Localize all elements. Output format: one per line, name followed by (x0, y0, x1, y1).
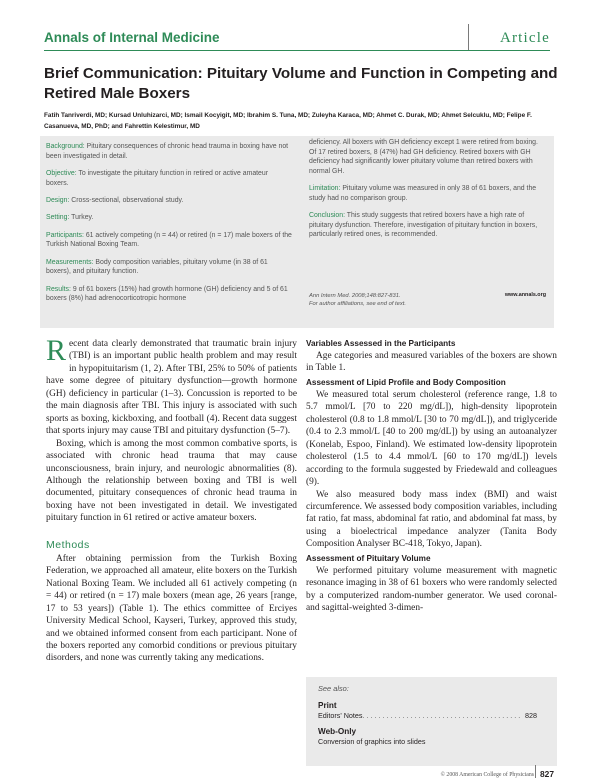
abstract-text: This study suggests that retired boxers have a high rate of pituitary dysfunction. Therefore, investigation of pituitary function in boxers, particularly retired ones, is recommended. (309, 212, 538, 239)
web-only-heading: Web-Only (318, 726, 357, 736)
abstract-label: Background: (46, 143, 85, 150)
abstract-limitation (309, 184, 545, 203)
abstract-text: Body composition variables, pituitary volume (in 38 of 61 boxers), and pituitary function. (46, 258, 268, 276)
abstract-text: Cross-sectional, observational study. (69, 196, 184, 204)
body-right-column (306, 338, 557, 615)
web-item-slides[interactable] (318, 737, 557, 748)
citation-block (309, 292, 406, 308)
intro-text: ecent data clearly demonstrated that traumatic brain injury (TBI) is an important public health problem and may result in hypopituitarism (1, 2). After TBI, 25% to 50% of patients have some degree of pituitary dysfunction—growth hormone (GH) deficiency in particular (1–3). Concussion is reported to be the main diagnosis after TBI. This injury is associated with such sports as boxing, kickboxing, and football (4). Recent data suggest that sports injury may cause TBI and pituitary dysfunction (5–7). (46, 339, 297, 437)
website-link[interactable]: www.annals.org (504, 292, 546, 298)
abstract-panel (40, 136, 554, 328)
page-number: 827 (540, 769, 554, 778)
abstract-label: Results: (46, 285, 71, 293)
abstract-text: To investigate the pituitary function in retired or active amateur boxers. (46, 169, 269, 187)
see-also-title: See also: (318, 684, 349, 693)
section-heading-pituitary: Assessment of Pituitary Volume (306, 553, 431, 563)
leader-dots: . . . . . . . . . . . . . . . . . . . . . . . . . . . . . . . . . . . . . . . . (362, 711, 521, 720)
abstract-text: Pituitary consequences of chronic head trauma in boxing have not been investigated in detail. (46, 143, 289, 160)
abstract-label: Measurements: (46, 258, 94, 266)
abstract-conclusion (309, 211, 545, 240)
intro-paragraph (46, 334, 297, 438)
abstract-label: Objective: (46, 169, 77, 177)
abstract-label: Participants: (46, 231, 84, 239)
abstract-label: Design: (46, 196, 70, 204)
print-item-page: 828 (525, 711, 537, 720)
drop-cap: R (46, 334, 67, 367)
abstract-results (46, 285, 292, 304)
abstract-text: 61 actively competing (n = 44) or retired (n = 17) male boxers of the Turkish National Boxing Team. (46, 231, 292, 249)
article-type: Article (499, 30, 550, 46)
journal-name: Annals of Internal Medicine (44, 30, 220, 45)
copyright-notice: © 2008 American College of Physicians (440, 772, 534, 778)
header-rule (44, 50, 550, 51)
affiliations-note: For author affiliations, see end of text. (309, 301, 406, 308)
abstract-text: Turkey. (69, 214, 94, 222)
abstract-label: Limitation: (309, 185, 341, 193)
abstract-setting (46, 213, 292, 223)
section-heading-lipid: Assessment of Lipid Profile and Body Composition (306, 377, 506, 387)
abstract-label: Conclusion: (309, 212, 346, 220)
see-also-box (306, 677, 557, 766)
abstract-left-column (46, 142, 292, 312)
header-divider (468, 24, 469, 50)
abstract-measurements (46, 258, 292, 277)
lipid-paragraph: We measured total serum cholesterol (reference range, 1.8 to 5.7 mmol/L [70 to 220 mg/dL]), high-density lipoprotein cholesterol (0.8 to 1.8 mmol/L [30 to 70 mg/dL]), and triglyceride (0.4 to 2.3 mmol/L [40 to 200 mg/dL]) by using an autoanalyzer (Konelab, Espoo, Finland). We estimated low-density lipoprotein cholesterol (1.5 to 4.4 mmol/L [60 to 170 mg/dL]) levels according to the formula suggested by Friedewald and colleagues (9). (306, 389, 557, 488)
print-item-label: Editors' Notes (318, 711, 363, 720)
print-heading: Print (318, 701, 337, 710)
author-list: Fatih Tanriverdi, MD; Kursad Unluhizarci, MD; Ismail Kocyigit, MD; Ibrahim S. Tuna, MD; Zuleyha Karaca, MD; Ahmet C. Durak, MD; Ahmet Selcuklu, MD; Felipe F. Casanueva, MD, PhD; and Fahrettin Kelestimur, MD (44, 112, 532, 130)
section-heading-variables: Variables Assessed in the Participants (306, 339, 456, 348)
abstract-label: Setting: (46, 214, 70, 222)
print-item-editors-notes[interactable] (318, 711, 557, 722)
abstract-design (46, 196, 292, 206)
intro-paragraph-2: Boxing, which is among the most common combative sports, is associated with chronic head trauma that may cause unconsciousness, brain injury, and neurologic abnormalities (8). Although the relationship between boxing and TBI is well documented, pituitary consequences of chronic head trauma in boxing have not been investigated in detail. We investigated pituitary function in 61 retired or active amateur boxers. (46, 438, 297, 524)
article-title: Brief Communication: Pituitary Volume and Function in Competing and Retired Male Boxers (44, 65, 558, 102)
bmi-paragraph: We also measured body mass index (BMI) and waist circumference. We assessed body composition variables, including fat ratio, fat mass, abdominal fat ratio, and abdominal fat mass, by using a bioelectrical impedance analyzer (Tanita Body Composition Analyser BC-418, Tokyo, Japan). (306, 489, 557, 550)
abstract-objective (46, 169, 292, 188)
abstract-text: Pituitary volume was measured in only 38 of 61 boxers, and the study had no comparison group. (309, 185, 537, 202)
abstract-results-continued: deficiency. All boxers with GH deficiency except 1 were retired from boxing. Of 17 retired boxers, 8 (47%) had GH deficiency. Retired boxers with GH deficiency had significantly lower pituitary volume than retired boxers with normal GH. (309, 139, 538, 175)
citation: Ann Intern Med. 2008;148:827-831. (309, 293, 401, 299)
web-item-label: Conversion of graphics into slides (318, 736, 426, 746)
methods-heading: Methods (46, 538, 90, 551)
abstract-right-column (309, 138, 545, 248)
footer-divider (535, 765, 536, 778)
abstract-text: 9 of 61 boxers (15%) had growth hormone (GH) deficiency and 5 of 61 boxers (8%) had adrenocorticotropic hormone (46, 285, 288, 303)
abstract-participants (46, 231, 292, 250)
abstract-background (46, 142, 292, 161)
variables-paragraph: Age categories and measured variables of the boxers are shown in Table 1. (306, 351, 557, 374)
body-left-column (46, 334, 297, 665)
methods-paragraph: After obtaining permission from the Turkish Boxing Federation, we approached all amateur, elite boxers on the Turkish National Boxing Team. We included all 61 actively competing (n = 44) or retired (n = 17) male boxers (mean age, 26 years [range, 17 to 53 years]) (Table 1). The ethics committee of Erciyes University Medical School, Kayseri, Turkey, approved this study, and we obtained informed consent from each participant. None of the boxers reported any comorbid conditions or previous pituitary disorders, and none was currently taking any medications. (46, 553, 297, 664)
pituitary-paragraph: We performed pituitary volume measurement with magnetic resonance imaging in 38 of 61 boxers who were randomly selected by a computerized random-number generator. We used coronal- and sagittal-weighted 3-dimen- (306, 565, 557, 614)
